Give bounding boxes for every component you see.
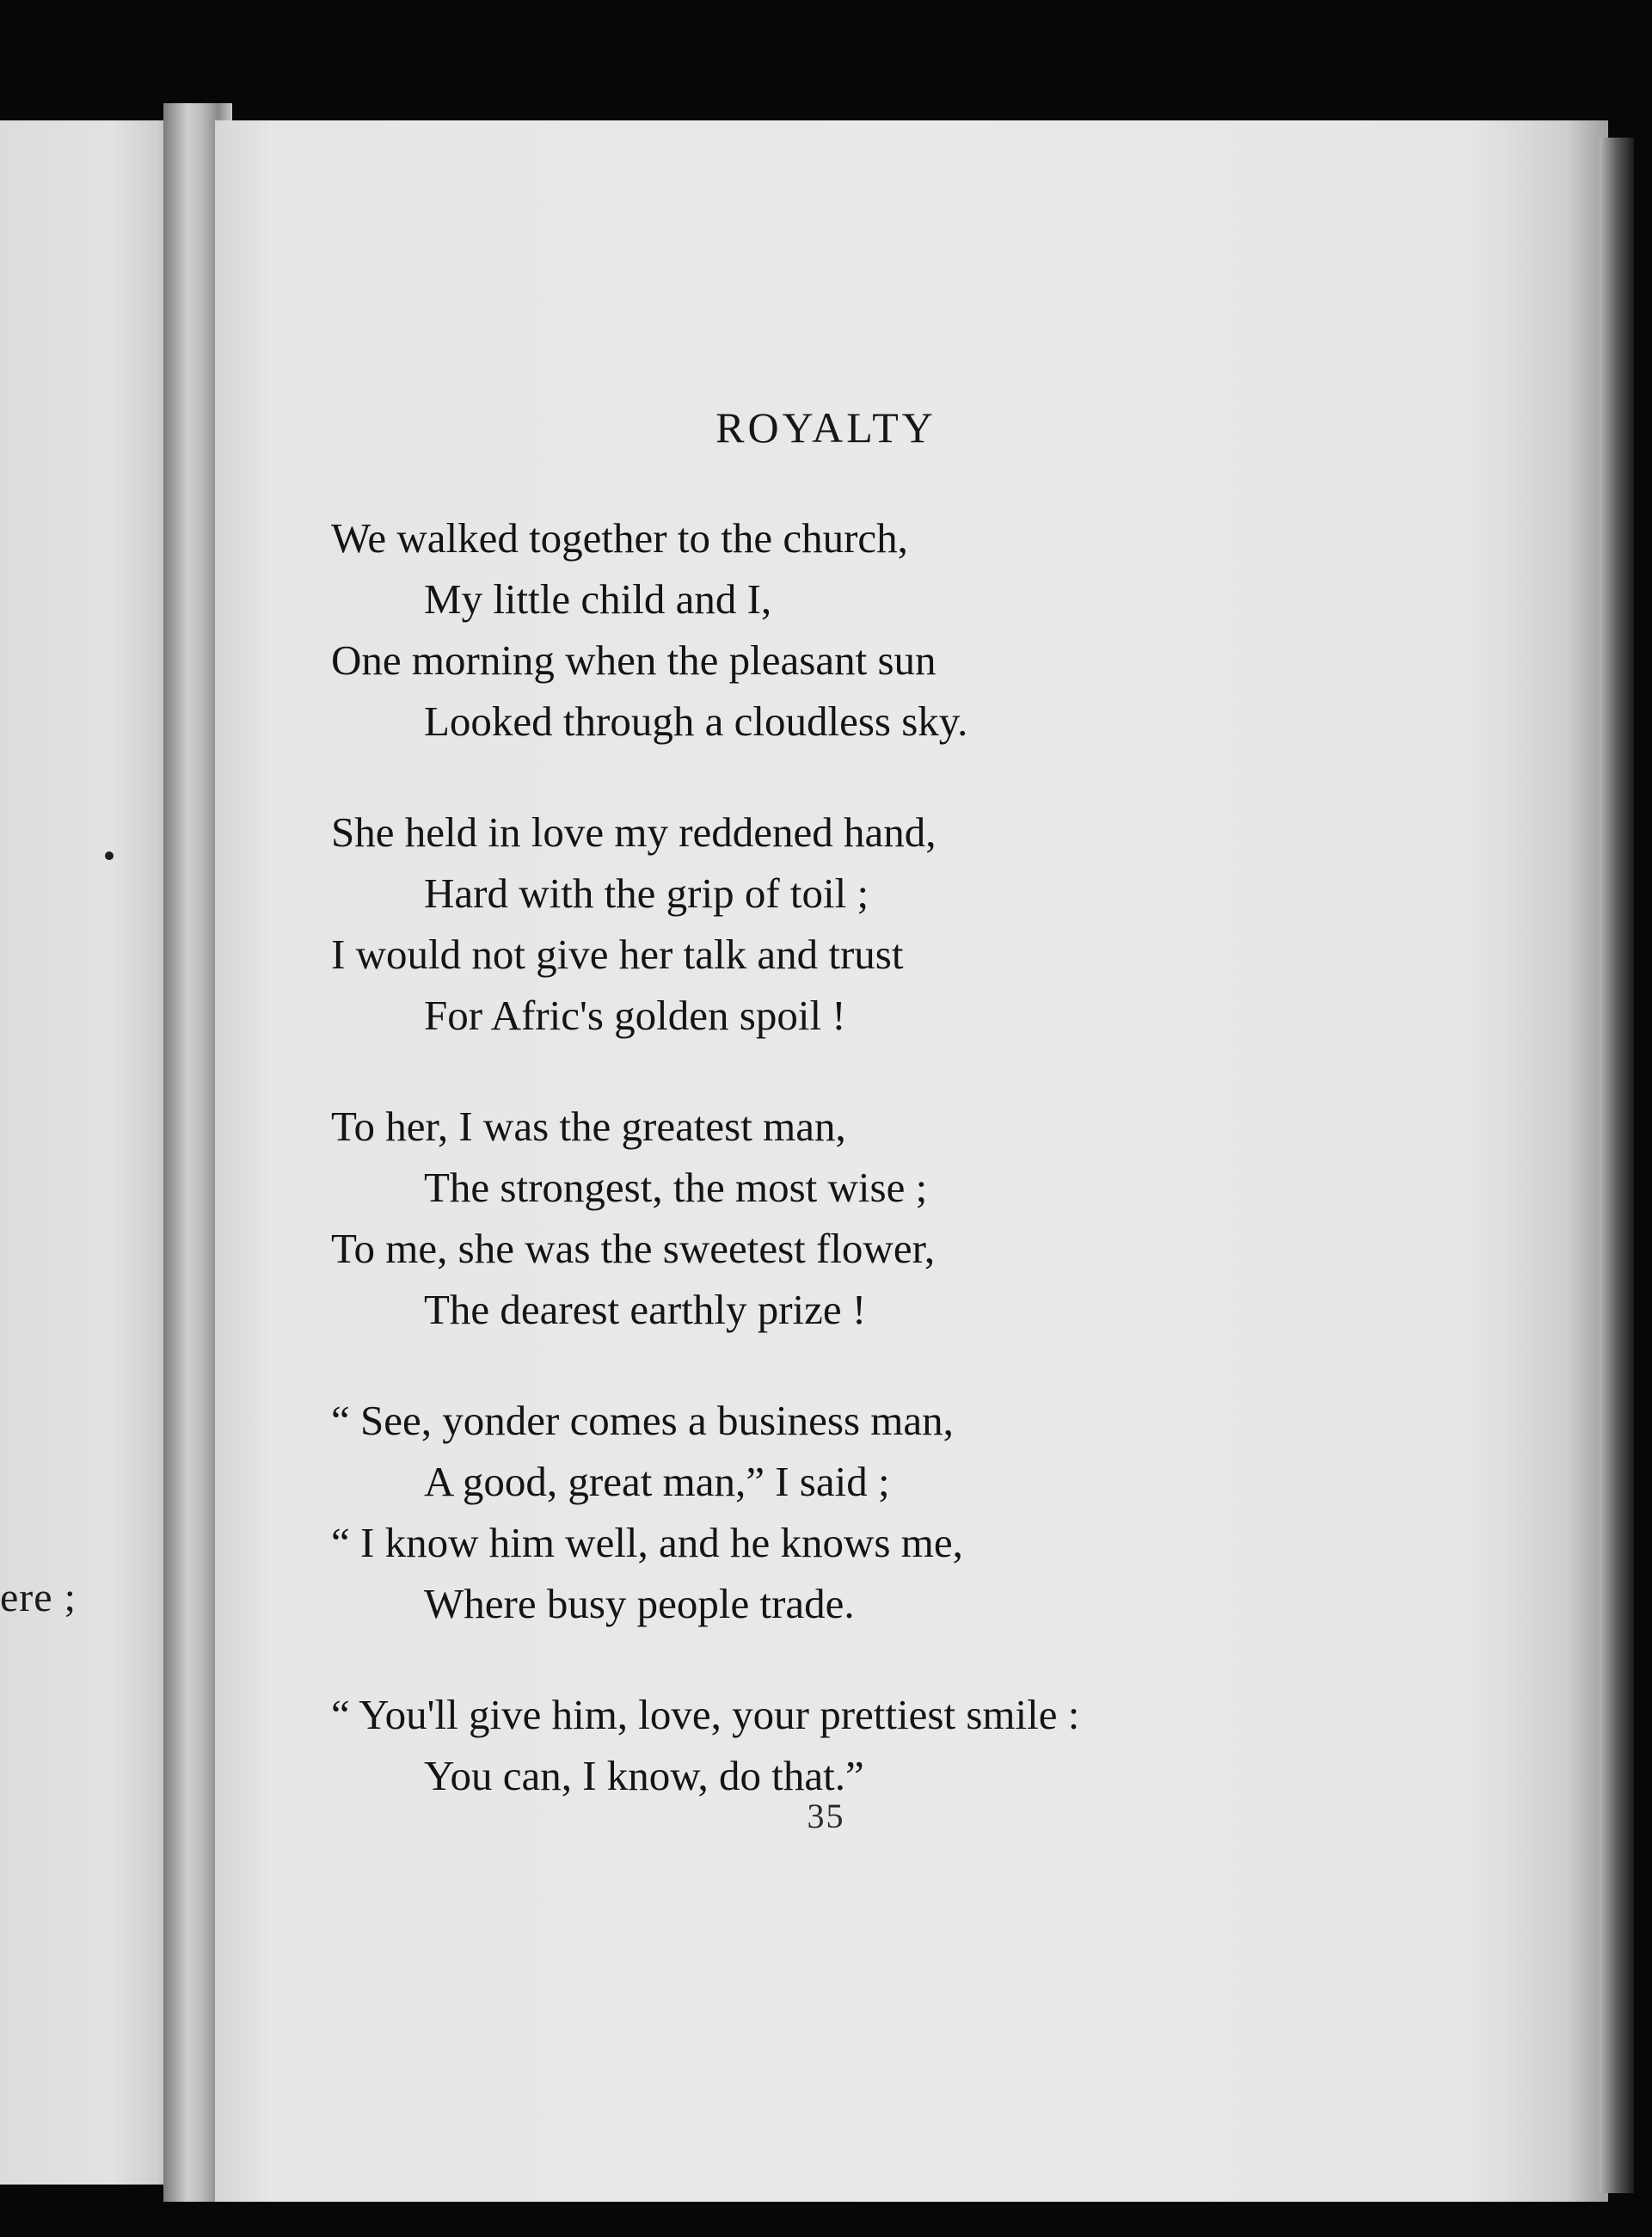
poem-body — [331, 507, 1449, 1856]
stanza — [331, 1390, 1449, 1634]
poem-line: Where busy people trade. — [424, 1580, 855, 1627]
poem-line: “ See, yonder comes a business man, — [331, 1397, 954, 1444]
left-page-text-fragment: ere ; — [0, 1575, 77, 1620]
poem-line: You can, I know, do that.” — [424, 1752, 864, 1799]
page-number: 35 — [807, 1797, 845, 1835]
poem-line: The dearest earthly prize ! — [424, 1286, 867, 1333]
left-page-ink-mark — [105, 851, 114, 860]
poem-line: For Afric's golden spoil ! — [424, 992, 846, 1039]
poem-line: Hard with the grip of toil ; — [424, 870, 869, 917]
stanza — [331, 507, 1449, 752]
poem-line: A good, great man,” I said ; — [424, 1458, 890, 1505]
stanza — [331, 1684, 1449, 1806]
poem-line: My little child and I, — [424, 575, 772, 623]
poem-line: The strongest, the most wise ; — [424, 1164, 928, 1211]
poem-line: “ I know him well, and he knows me, — [331, 1519, 963, 1566]
stanza — [331, 1096, 1449, 1340]
poem-line: “ You'll give him, love, your prettiest smile : — [331, 1691, 1080, 1738]
poem-line: One morning when the pleasant sun — [331, 636, 937, 684]
poem-line: To her, I was the greatest man, — [331, 1103, 846, 1150]
poem-line: We walked together to the church, — [331, 514, 908, 562]
stanza — [331, 802, 1449, 1046]
poem-line: I would not give her talk and trust — [331, 931, 904, 978]
poem-line: She held in love my reddened hand, — [331, 808, 937, 856]
poem-line: To me, she was the sweetest flower, — [331, 1225, 936, 1272]
poem-title: ROYALTY — [715, 403, 937, 452]
poem-line: Looked through a cloudless sky. — [424, 698, 968, 745]
